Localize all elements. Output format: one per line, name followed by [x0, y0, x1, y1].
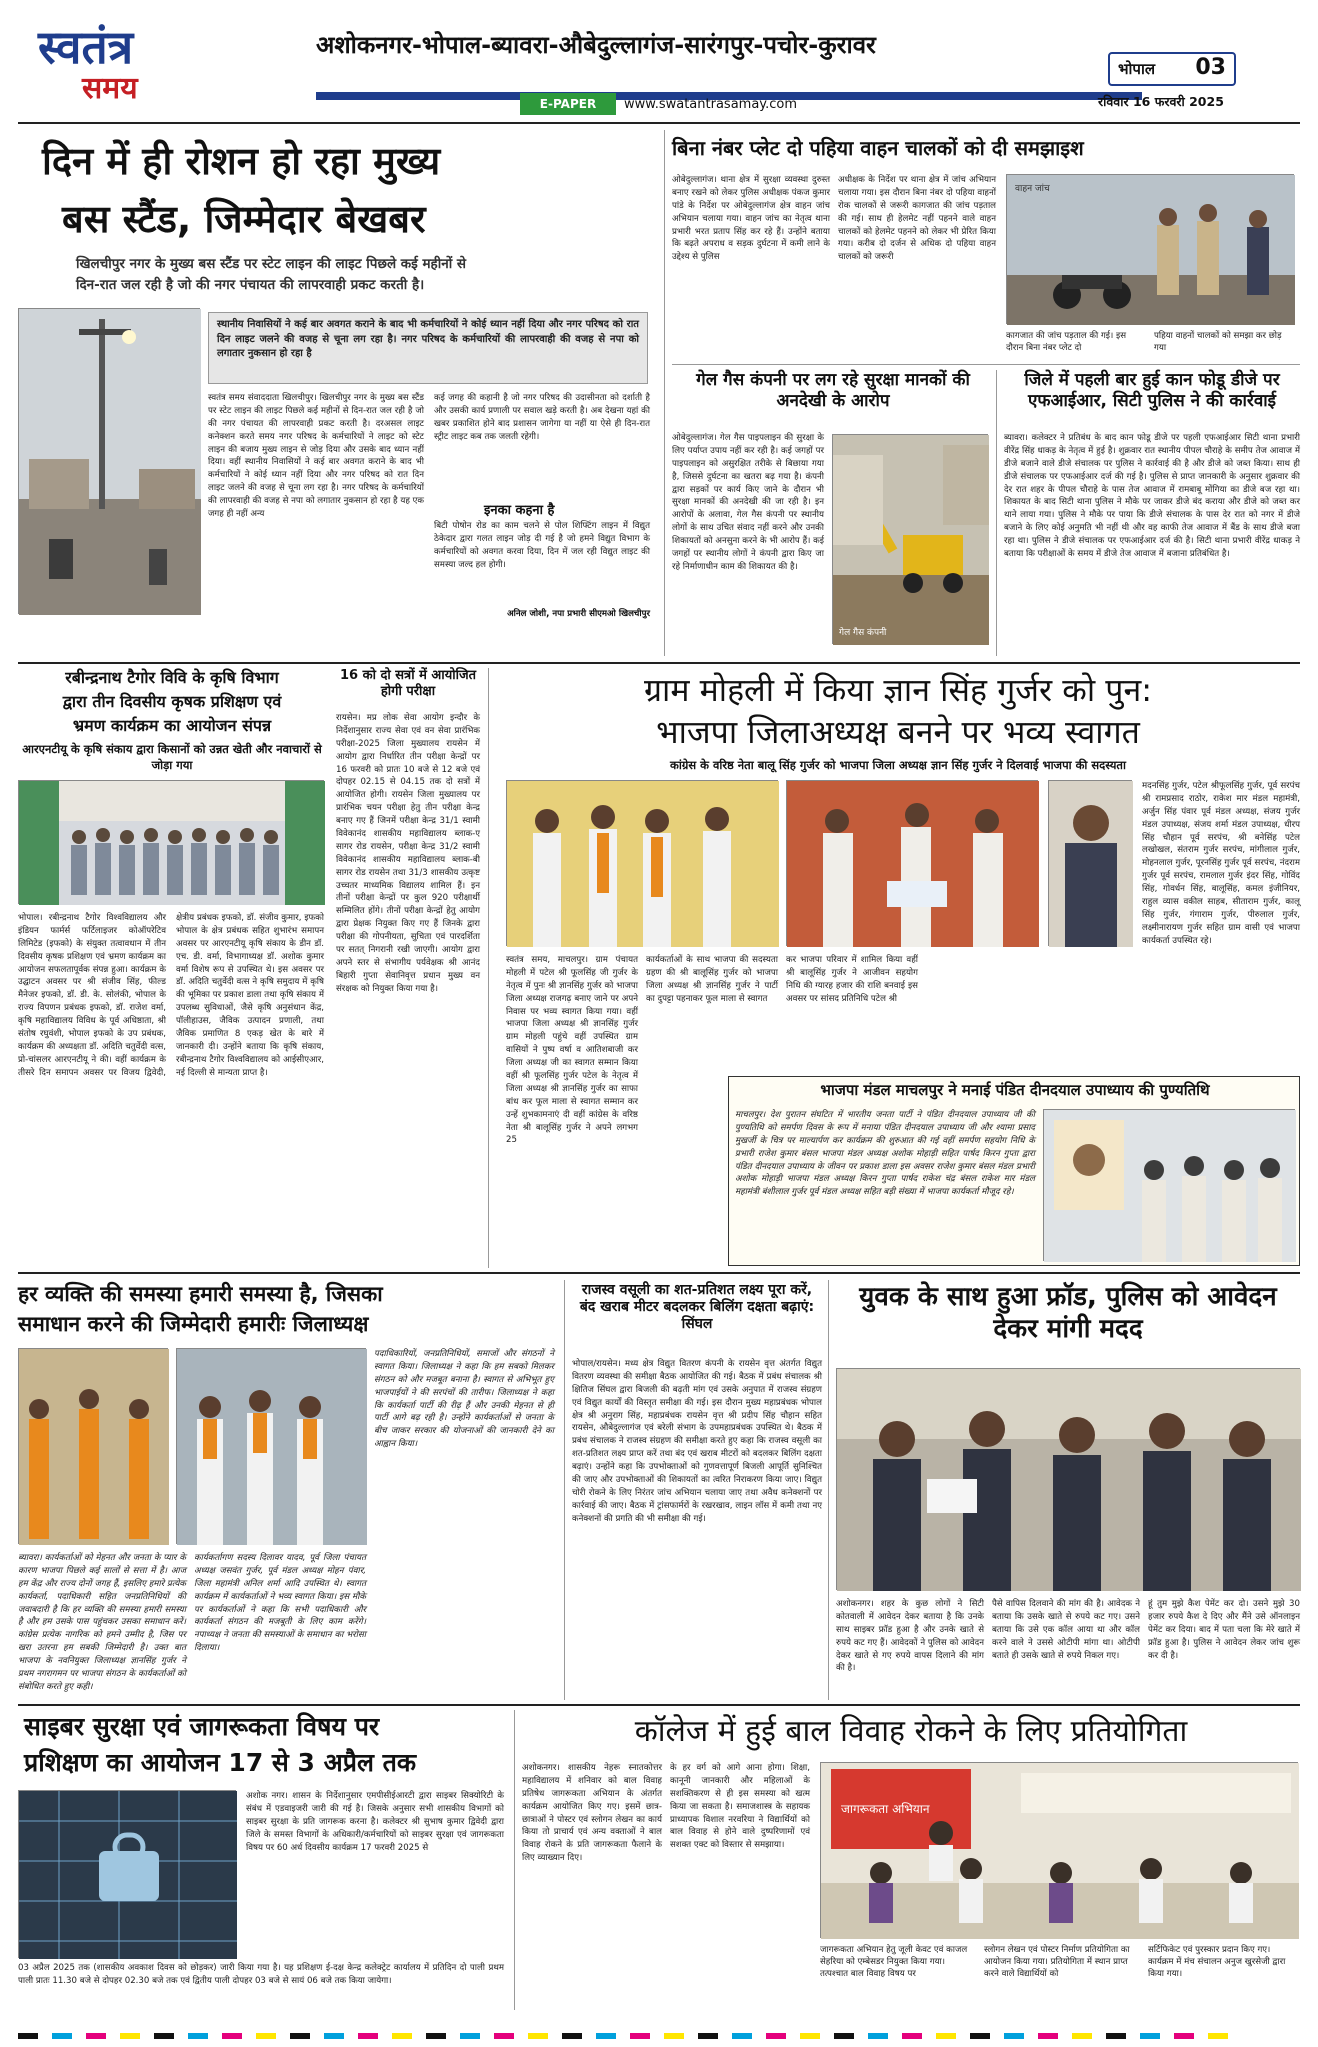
- quote-title: इनका कहना है: [484, 503, 555, 518]
- rally-svg-2: [177, 1349, 367, 1545]
- headline-line-2: प्रशिक्षण का आयोजन 17 से 3 अप्रैल तक: [24, 1748, 417, 1777]
- logo-bottom: समय: [82, 71, 138, 106]
- headline: राजस्व वसूली का शत-प्रतिशत लक्ष्य पूरा करें, बंद खराब मीटर बदलकर बिलिंग दक्षता बढ़ाएं: सिंघल: [579, 1282, 815, 1333]
- headline: गेल गैस कंपनी पर लग रहे सुरक्षा मानकों की अनदेखी के आरोप: [696, 370, 970, 411]
- website-link[interactable]: www.swatantrasamay.com: [624, 97, 798, 112]
- story4-body: ब्यावरा। कलेक्टर ने प्रतिबंध के बाद कान फोडू डीजे पर पहली एफआईआर सिटी थाना प्रभारी वीरेंद्र सिंह धाकड़ के नेतृत्व में हुई है। शुक्रवार रात स्थानीय पीपल चौराहे के समीप तेज आवाज में डीजे बजाने वाले डीजे संचालक पर पुलिस ने कार्रवाई की है और डीजे को जब्त किया। साथ ही डीजे संचालक पर एफआईआर दर्ज की गई है। पुलिस से प्राप्त जानकारी के अनुसार शुक्रवार की देर रात शहर के पीपल चौराहे के पास तेज आवाज में रामबाबू मोंगिया का डीजे बज रहा था। शिकायत के बाद सिटी थाना पुलिस ने मौके पर जाकर डीजे बंद कराया और डीजे को जब्त कर थाने लाया गया। पुलिस ने मौके पर पाया कि डीजे संचालक के पास देर रात को नगर में डीजे बजाने के लिए कोई अनुमति भी नहीं थी और वह काफी तेज आवाज में बैंड के साथ डीजे बजा रहा था। पुलिस ने डीजे संचालक पर एफआईआर दर्ज की है। सिटी थाना प्रभारी वीरेंद्र धाकड़ ने बताया कि परीक्षाओं के समय में डीजे तेज आवाज में बजाना प्रतिबंधित है।: [1004, 433, 1300, 560]
- masthead-logo: [38, 22, 213, 108]
- story12-footer: 03 अप्रैल 2025 तक (शासकीय अवकाश दिवस को छोड़कर) जारी किया गया है। यह प्रशिक्षण ई-दक्ष केन्द्र कलेक्ट्रेट कार्यालय में प्रतिदिन दो पाली प्रथम पाली प्रातः 11.30 बजे से दोपहर 02.30 बजे तक एवं द्वितीय पाली दोपहर 03 बजे से सायं 06 बजे तक किया जायेगा।: [18, 1963, 504, 1986]
- story8-body: माचलपुर। देश पुरातन संघटित में भारतीय जनता पार्टी ने पंडित दीनदयाल उपाध्याय जी की पुण्यतिथि को समर्पण दिवस के रूप में मनाया पंडित दीनदयाल उपाध्याय जी और श्यामा प्रसाद मुखर्जी के चित्र पर माल्यार्पण कर कार्यक्रम की शुरुआत की गई वहीं समर्पण सहयोग निधि के प्रभारी राजेश कुमार बंसल भाजपा मंडल अध्यक्ष अशोक मोहाड़ी सहित पार्षद किरन गुप्ता द्वारा पंडित दीनदयाल उपाध्याय के जीवन पर प्रकाश डाला इस अवसर राजेश कुमार बंसल मंडल प्रभारी अशोक मोहाड़ी भाजपा मंडल अध्यक्ष किरन गुप्ता पार्षद राकेश चंद्र बंसल राकेश मार मंडल महामंत्री बंशीलाल गुर्जर पूर्व मंडल अध्यक्ष सहित बड़ी संख्या में भाजपा कार्यकर्ता मौजूद रहे।: [735, 1110, 1035, 1198]
- classroom-svg: [821, 1763, 1299, 1939]
- headline-line-3: भ्रमण कार्यक्रम का आयोजन संपन्न: [72, 716, 272, 735]
- photo-label: गेल गैस कंपनी: [839, 628, 887, 638]
- story-number-plate: [672, 130, 1300, 362]
- highlight-text: स्थानीय निवासियों ने कई बार अवगत कराने के बाद भी कर्मचारियों ने कोई ध्यान नहीं दिया और नगर परिषद को रात दिन लाइट जलने की वजह से चूना लग रहा है। नगर परिषद के कर्मचारियों की लापरवाही की वजह से नपा को लगातार नुकसान हो रहा है: [217, 319, 639, 359]
- story-bus-stand: [18, 130, 658, 650]
- highlight-box: [208, 312, 648, 384]
- story13-caption-3: सर्टिफिकेट एवं पुरस्कार प्रदान किए गए। कार्यक्रम में मंच संचालन अनुज खुरसेजी द्वारा किया गया।: [1148, 1945, 1286, 1980]
- story13-col1: अशोकनगर। शासकीय नेहरू स्नातकोत्तर महाविद्यालय में शनिवार को बाल विवाह प्रतिषेध जागरूकता अभियान के अंतर्गत कार्यक्रम आयोजित किए गए। इसमें छात्र-छात्राओं ने पोस्टर एवं स्लोगन लेखन का कार्य किया तो प्राचार्य एवं अन्य वक्ताओं ने बाल विवाह रोकने के प्रति जागरूकता फैलाने के लिए व्याख्यान दिए।: [522, 1763, 662, 1864]
- story9-col2: कार्यकर्तागण सदस्य दिलावर यादव, पूर्व जिला पंचायत अध्यक्ष जसवंत गुर्जर, पूर्व मंडल अध्यक्ष मोहन पंवार, जिला महामंत्री अनिल शर्मा आदि उपस्थित थे। स्वागत कार्यक्रम में कार्यकर्ताओं ने भव्य स्वागत किया। इस मौके पर कार्यकर्ताओं ने कहा कि सभी पदाधिकारी और कार्यकर्ता संगठन की मजबूती के लिए काम करेंगे। नपाध्यक्ष ने जनता की समस्याओं के समाधान का भरोसा दिलाया।: [194, 1553, 366, 1654]
- story-jiladhyaksh: [18, 1280, 558, 1700]
- streetlight-photo-svg: [19, 309, 201, 615]
- story2-caption-2: पहिया वाहनों चालकों को समझा कर छोड़ गया: [1154, 331, 1282, 354]
- story1-col1: स्वतंत्र समय संवाददाता खिलचीपुर। खिलचीपुर नगर के मुख्य बस स्टैंड पर स्टेट लाइन की लाइट पिछले कई महीनों से दिन-रात जल रही है जो की नगर पंचायत की लापरवाही प्रकट करती है। दरअसल लाइट कनेक्शन करते समय नगर परिषद के कर्मचारियों ने लाइट को स्टेट लाइन की बजाय मुख्य लाइन से जोड़ दिया और उसके बाद ध्यान नहीं दिया। वहीं स्थानीय निवासियों ने कई बार अवगत कराने के बाद भी कर्मचारियों ने कोई ध्यान नहीं दिया और नगर परिषद को रात दिन लाइट जलने की वजह से चूना लग रहा है। नगर परिषद के कर्मचारियों की लापरवाही की वजह से नपा को लगातार नुकसान हो रहा है यह एक जगह ही नहीं अन्य: [208, 393, 424, 520]
- story13-caption-2: स्लोगन लेखन एवं पोस्टर निर्माण प्रतियोगिता का आयोजन किया गया। प्रतियोगिता में स्थान प्राप्त करने वाले विद्यार्थियों को: [984, 1945, 1130, 1980]
- cyber-photo: [18, 1790, 236, 1958]
- welcome-photo-2: [786, 780, 1038, 946]
- rally-photo-1: [18, 1348, 168, 1544]
- excavator-svg: [833, 435, 989, 645]
- story-psc-exam: [336, 668, 480, 1268]
- masthead-rule: [18, 122, 1300, 124]
- story7-col2: कार्यकर्ताओं के साथ भाजपा की सदस्यता ग्रहण की श्री बालूसिंह गुर्जर को भाजपा जिला अध्यक्ष श्री ज्ञानसिंह गुर्जर ने पार्टी का दुपट्टा पहनाकर फूल माला से स्वागत: [646, 955, 778, 1004]
- rally-photo-2: [176, 1348, 366, 1544]
- deck-line-2: दिन-रात जल रही है जो की नगर पंचायत की लापरवाही प्रकट करती है।: [76, 277, 425, 293]
- divider-v2: [996, 370, 997, 656]
- quote-text: बिटी पोषोन रोड का काम चलने से पोल शिफ्टिंग लाइन में विद्युत ठेकेदार द्वारा गलत लाइन जोड़ दी गई है जो हमने विद्युत विभाग के कर्मचारियों को अवगत करवा दिया, दिन में जल रही विद्युत लाइट की समस्या जल्द हल होगी।: [434, 521, 650, 570]
- registration-strip: [18, 2024, 1300, 2034]
- story7-col1: स्वतंत्र समय, माचलपुर। ग्राम पंचायत मोहली में पटेल श्री फूलसिंह जी गुर्जर के नेतृत्व में पुनः श्री ज्ञानसिंह गुर्जर को भाजपा जिला अध्यक्ष राजगढ़ बनाए जाने पर अपने निवास पर भव्य स्वागत किया गया। वहीं भाजपा जिला अध्यक्ष श्री ज्ञानसिंह गुर्जर ग्राम मोहली पहुंचे वहीं उपस्थित ग्राम वासियों ने पुष्प वर्षा व आतिशबाजी कर जिला अध्यक्ष जी का स्वागत सम्मान किया वहीं श्री फूलसिंह गुर्जर पटेल के नेतृत्व में जिला अध्यक्ष श्री ज्ञानसिंह गुर्जर का साफा बांध कर फूल माला से स्वागत सम्मान कर उन्हें शुभकामनाएं दी वहीं कांग्रेस के वरिष्ठ नेता श्री बालूसिंह गुर्जर ने अपने लगभग 25: [506, 955, 638, 1146]
- story13-col2: के हर वर्ग को आगे आना होगा। शिक्षा, कानूनी जानकारी और महिलाओं के सशक्तिकरण से ही इस समस्या को खत्म किया जा सकता है। समाजशास्त्र के सहायक प्राध्यापक विशाल नरवरिया ने विद्यार्थियों को बाल विवाह से होने वाले दुष्परिणामों एवं सशक्त एक्ट को विस्तार से समझाया।: [670, 1763, 810, 1851]
- quote-author: अनिल जोशी, नपा प्रभारी सीएमओ खिलचीपुर: [507, 609, 650, 619]
- story1-col2: कई जगह की कहानी है जो नगर परिषद की उदासीनता को दर्शाती है और उसकी कार्य प्रणाली पर सवाल खड़े करती है। अब देखना यहां की खबर प्रकाशित होने बाद प्रशासन जागेगा या नहीं या ऐसे ही दिन-रात स्ट्रीट लाइट कब तक जलती रहेगी।: [434, 393, 650, 442]
- story2-col2: अधीक्षक के निर्देश पर थाना क्षेत्र में जांच अभियान चलाया गया। इस दौरान बिना नंबर दो पहिया वाहनों रोक चालकों से जरूरी कागजात की जांच पड़ताल की गई। साथ ही हेलमेट नहीं पहनने वाले वाहन चालकों को हेलमेट पहनने को लेकर भी प्रेरित किया गया। करीब दो दर्जन से अधिक दो पहिया वाहन चालकों को जरूरी: [838, 175, 996, 263]
- complaint-svg: [837, 1369, 1301, 1591]
- story-gail-gas: [672, 370, 992, 656]
- story-deendayal: [728, 1076, 1300, 1266]
- gail-site-photo: [832, 434, 988, 644]
- headline-line-1: रबीन्द्रनाथ टैगोर विवि के कृषि विभाग: [65, 668, 279, 687]
- story11-col1: अशोकनगर। शहर के कुछ लोगों ने सिटी कोतवाली में आवेदन देकर बताया है कि उनके साथ साइबर फ्रॉड हुआ है और उनके खाते से रुपये कट गए हैं। आवेदकों ने पुलिस को आवेदन देकर खाते से गए रुपये वापस दिलाने की मांग की है।: [836, 1599, 984, 1674]
- headline-line-1: ग्राम मोहली में किया ज्ञान सिंह गुर्जर को पुन:: [644, 671, 1152, 709]
- rally-svg-1: [19, 1349, 169, 1545]
- banner-text: जागरूकता अभियान: [841, 1802, 930, 1816]
- story10-body: भोपाल/रायसेन। मध्य क्षेत्र विद्युत वितरण कंपनी के रायसेन वृत्त अंतर्गत विद्युत वितरण व्यवस्था की समीक्षा बैठक आयोजित की गई। बैठक में प्रबंध संचालक श्री क्षितिज सिंघल द्वारा बिजली की बढ़ती मांग एवं उसके अनुपात में राजस्व संग्रहण एवं विद्युत कार्यों की विस्तृत समीक्षा की गई। इस दौरान मुख्य महाप्रबंधक भोपाल क्षेत्र श्री अनुराग सिंह, महाप्रबंधक रायसेन वृत्त श्री प्रदीप सिंह चौहान सहित रायसेन, औबेदुल्लागंज एवं बरेली संभाग के उपमहाप्रबंधक उपस्थित थे। बैठक में प्रबंध संचालक ने राजस्व संग्रहण की समीक्षा करते हुए कहा कि राजस्व वसूली का शत-प्रतिशत लक्ष्य प्राप्त करें तथा बंद एवं खराब मीटरों को बदलकर बिलिंग दक्षता बढ़ाएं। उन्होंने कहा कि उपभोक्ताओं को गुणवत्तापूर्ण बिजली आपूर्ति सुनिश्चित की जाए और उपभोक्ताओं की शिकायतों का त्वरित निराकरण किया जाए। विद्युत चोरी रोकने के लिए निरंतर जांच अभियान चलाया जाए तथा अवैध कनेक्शनों पर कार्रवाई की जाए। बैठक में ट्रांसफार्मरों के रखरखाव, लाइन लॉस में कमी तथा नए कनेक्शनों की प्रगति की भी समीक्षा की गई।: [572, 1359, 822, 1524]
- story2-caption-1: कागजात की जांच पड़ताल की गई। इस दौरान बिना नंबर प्लेट दो: [1006, 331, 1127, 354]
- divider-h3: [18, 662, 1300, 664]
- epaper-label: E-PAPER: [520, 93, 616, 115]
- portrait-svg: [1049, 781, 1133, 947]
- headline: जिले में पहली बार हुई कान फोडू डीजे पर एफआईआर, सिटी पुलिस ने की कार्रवाई: [1024, 370, 1280, 411]
- masthead-cities: अशोकनगर-भोपाल-ब्यावरा-औबेदुल्लागंज-सारंगपुर-पचोर-कुरावर: [316, 31, 876, 59]
- story7-names: मदनसिंह गुर्जर, पटेल श्रीफूलसिंह गुर्जर, पूर्व सरपंच श्री रामप्रसाद राठोर, राकेश मार मंडल महामंत्री, अर्जुन सिंह पंवार पूर्व मंडल अध्यक्ष, संजय गुर्जर मंडल उपाध्यक्ष, संजय शर्मा मंडल उपाध्यक्ष, धीरप सिंह चौहान पूर्व सरपंच, श्री बनेसिंह पटेल लखोखल, संतराम गुर्जर सरपंच, मांगीलाल गुर्जर, मोहनलाल गुर्जर, पूरनसिंह गुर्जर पूर्व सरपंच, नंदराम गुर्जर पूर्व सरपंच, रामलाल गुर्जर इंदर सिंह, गोविंद सिंह, गोवर्धन सिंह, बालूसिंह, कमल इंजीनियर, राहुल व्यास वकील साहब, सीताराम गुर्जर, कालू सिंह गुर्जर, गंगाराम गुर्जर, पीरुलाल गुर्जर, लक्ष्मीनारायण गुर्जर सहित ग्राम वासी एवं भाजपा कार्यकर्ता उपस्थित रहे।: [1142, 781, 1300, 946]
- vehicle-check-photo: [1006, 174, 1294, 324]
- story-fraud: [836, 1280, 1300, 1700]
- divider-v4: [564, 1280, 565, 1700]
- date-line: रविवार 16 फरवरी 2025: [1098, 94, 1224, 109]
- story9-col1: ब्यावरा। कार्यकर्ताओं को मेहनत और जनता के प्यार के कारण भाजपा पिछले कई सालों से सत्ता में है। आज हम केंद्र और राज्य दोनों जगह हैं, इसलिए हमारे प्रत्येक कार्यकर्ता, पदाधिकारी सहित जनप्रतिनिधियों की जवाबदारी है कि हर व्यक्ति की समस्या हमारी समस्या है और हम उसके पास पहुंचकर उसका समाधान करें। कांग्रेस प्रत्येक नागरिक को हमने उम्मीद है, जिस पर खरा उतरना हम सबकी जिम्मेदारी है। उक्त बात भाजपा के नवनियुक्त जिलाध्यक्ष ज्ञानसिंह गुर्जर ने प्रथम नगरागमन पर भाजपा संगठन के कार्यकर्ताओं को संबोधित करते हुए कही।: [18, 1553, 186, 1692]
- welcome-photo-svg: [507, 781, 779, 947]
- competition-photo: [820, 1762, 1298, 1938]
- story6-body: रायसेन। मप्र लोक सेवा आयोग इन्दौर के निर्देशानुसार राज्य सेवा एवं वन सेवा प्रारंभिक परीक्षा-2025 जिला मुख्यालय रायसेन में आयोग द्वारा निर्धारित तीन परीक्षा केन्द्रों पर 16 फरवरी को प्रातः 10 बजे से 12 बजे एवं दोपहर 02.15 से 04.15 तक दो सत्रों में आयोजित होगी। रायसेन जिला मुख्यालय पर प्रारंभिक चयन परीक्षा हेतु तीन परीक्षा केन्द्र बनाए गए हैं जिनमें परीक्षा केन्द्र 31/1 स्वामी विवेकानंद शासकीय महाविद्यालय ब्लाक-ए सागर रोड रायसेन, परीक्षा केन्द्र 31/2 स्वामी विवेकानंद शासकीय महाविद्यालय ब्लाक-बी सागर रोड रायसेन तथा 31/3 शासकीय उत्कृष्ट उच्चतर माध्यमिक विद्यालय शामिल हैं। इन तीनों परीक्षा केन्द्रों पर कुल 920 परीक्षार्थी सम्मिलित होंगे। तीनों परीक्षा केन्द्रों हेतु आयोग द्वारा प्रेक्षक नियुक्त किए गए हैं जिनके द्वारा परीक्षा की गोपनीयता, सुचिता एवं पारदर्शिता पर सतत् निगरानी रखी जाएगी। आयोग द्वारा अपने स्तर से संभागीय पर्यवेक्षक श्री आनंद बिहारी गुप्ता सेवानिवृत्त प्रधान मुख्य वन संरक्षक को नियुक्त किया गया है।: [336, 713, 480, 994]
- page-number: 03: [1195, 55, 1226, 80]
- divider-v3: [488, 668, 489, 1268]
- masthead: [0, 0, 1318, 118]
- headline: युवक के साथ हुआ फ्रॉड, पुलिस को आवेदन देकर मांगी मदद: [859, 1282, 1277, 1344]
- story12-body: अशोक नगर। शासन के निर्देशानुसार एमपीसीईआरटी द्वारा साइबर सिक्योरिटी के संबंध में एडवाइजरी जारी की गई है। जिसके अनुसार सभी शासकीय विभागों को साइबर सुरक्षा के प्रति जागरूक करना है। कलेक्टर श्री सुभाष कुमार द्विवेदी द्वारा जिले के समस्त विभागों के अधिकारी/कर्मचारियों को साइबर सुरक्षा एवं जागरूकता विषय पर 60 अर्ध दिवसीय कार्यक्रम 17 फरवरी 2025 से: [246, 1791, 504, 1853]
- story3-body: ओबेदुल्लागंज। गेल गैस पाइपलाइन की सुरक्षा के लिए पर्याप्त उपाय नहीं कर रही है। कई जगहों पर पाइपलाइन को असुरक्षित तरीके से बिछाया गया है, जिससे दुर्घटना का खतरा बढ़ गया है। कंपनी द्वारा सड़कों पर कार्य किए जाने के दौरान भी सुरक्षा मानकों की अनदेखी की जा रही है। इन आरोपों के अलावा, गेल गैस कंपनी पर स्थानीय लोगों के साथ उचित संवाद नहीं करने और उनकी शिकायतों को अनसुना करने के भी आरोप हैं। कई जगहों पर स्थानीय लोगों ने कंपनी द्वारा किए जा रहे निर्माणाधीन काम की शिकायत की है।: [672, 433, 824, 572]
- welcome-photo-1: [506, 780, 778, 946]
- story9-col3-italic: पदाधिकारियों, जनप्रतिनिधियों, समाजों और संगठनों ने स्वागत किया। जिलाध्यक्ष ने कहा कि हम सबको मिलकर संगठन को और मजबूत बनाना है। स्वागत से अभिभूत हुए भाजपाईयों ने की सरपंचों की तारीफ। जिलाध्यक्ष ने कहा कि कार्यकर्ता पार्टी की रीढ़ हैं और उनकी मेहनत से ही पार्टी आगे बढ़ रही है। उन्होंने कार्यकर्ताओं से जनता के बीच जाकर सरकार की योजनाओं की जानकारी देने का आह्वान किया।: [374, 1349, 554, 1450]
- story11-col2: पैसे वापिस दिलवाने की मांग की है। आवेदक ने बताया कि उसके खाते से रुपये कट गए। उसने बताया कि उसे एक कॉल आया था और कॉल करने वाले ने उससे ओटीपी मांगा था। ओटीपी बताते ही उसके खाते से रुपये निकल गए।: [992, 1599, 1140, 1661]
- headline: 16 को दो सत्रों में आयोजित होगी परीक्षा: [339, 668, 477, 699]
- story5-body: भोपाल। रबीन्द्रनाथ टैगोर विश्वविद्यालय और इंडियन फार्मर्स फर्टिलाइजर कोऑपरेटिव लिमिटेड (इफको) के संयुक्त तत्वावधान में तीन दिवसीय कृषक प्रशिक्षण एवं भ्रमण कार्यक्रम का आयोजन सफलतापूर्वक संपन्न हुआ। कार्यक्रम के उद्घाटन अवसर पर श्री संजीव सिंह, फील्ड मैनेजर इफको, डॉ. डी. के. सोलंकी, भोपाल के राज्य विपणन प्रबंधक इफको, डॉ. राजेश वर्मा, कृषि महाविद्यालय विविध के पूर्व अधिष्ठाता, श्री संतोष रघुवंशी, भोपाल इफको के उप प्रबंधक, कार्यक्रम की अध्यक्षता डॉ. अदिति चतुर्वेदी वत्स, प्रो-चांसलर आरएनटीयू ने की। वहीं कार्यक्रम के तीसरे दिन समापन अवसर पर विजय द्विवेदी, क्षेत्रीय प्रबंधक इफको, डॉ. संजीव कुमार, इफको भोपाल के क्षेत्र प्रबंधक सहित शुभारंभ समापन अवसर पर आरएनटीयू कृषि संकाय के डीन डॉ. एच. डी. वर्मा, विभागाध्यक्ष डॉ. अशोक कुमार वर्मा विशेष रूप से उपस्थित थे। इस अवसर पर डॉ. अदिति चतुर्वेदी वत्स ने कृषि समुदाय में कृषि की भूमिका पर प्रकाश डाला तथा कृषि संकाय में उपलब्ध सुविधाओं, जैसे कृषि अनुसंधान केंद्र, पॉलीहाउस, जैविक उत्पादन प्रणाली, तथा जैविक प्रमाणित 8 एकड़ खेत के बारे में जानकारी दी। उन्होंने बताया कि कृषि संकाय, रबीन्द्रनाथ टैगोर विश्वविद्यालय को आईसीएआर, नई दिल्ली से मान्यता प्राप्त है।: [18, 913, 324, 1078]
- divider-h4: [18, 1272, 1300, 1274]
- vehicle-check-svg: [1007, 175, 1295, 325]
- deck: आरएनटीयू के कृषि संकाय द्वारा किसानों को उन्नत खेती और नवाचारों से जोड़ा गया: [22, 742, 322, 772]
- deck-line-1: खिलचीपुर नगर के मुख्य बस स्टैंड पर स्टेट लाइन की लाइट पिछले कई महीनों से: [76, 256, 467, 272]
- story-rntu-krishi: [18, 668, 326, 1268]
- story13-caption-1: जागरूकता अभियान हेतु जूली केवट एवं काजल सेहरिया को एम्बेसडर नियुक्त किया गया। तत्पश्चात बाल विवाह विषय पर: [820, 1945, 968, 1980]
- story7-continued: [506, 1076, 720, 1266]
- story11-col3: हूं तुम मुझे कैश पेमेंट कर दो। उसने मुझे 30 हजार रुपये कैश दे दिए और मैंने उसे ऑनलाइन पेमेंट कर दिया। बाद में पता चला कि मेरे खाते में फ्रॉड हुआ है। पुलिस ने आवेदन लेकर जांच शुरू कर दी है।: [1148, 1599, 1300, 1661]
- edition-box: [1108, 52, 1236, 86]
- dupatta-photo-svg: [787, 781, 1039, 947]
- fraud-photo: [836, 1368, 1300, 1590]
- story-child-marriage: [522, 1710, 1300, 2010]
- story2-col1: ओबेदुल्लागंज। थाना क्षेत्र में सुरक्षा व्यवस्था दुरुस्त बनाए रखने को लेकर पुलिस अधीक्षक पंकज कुमार पांडे के निर्देश पर ओबेदुल्लागंज क्षेत्र वाहन जांच अभियान चलाया गया। वाहन जांच का नेतृत्व थाना प्रभारी भरत प्रताप सिंह कर रहे हैं। उन्होंने बताया कि बढ़ते अपराध व सड़क दुर्घटना में कमी लाने के उद्देश्य से पुलिस: [672, 175, 830, 263]
- group-photo-svg: [19, 781, 325, 905]
- headline-line-1: साइबर सुरक्षा एवं जागरूकता विषय पर: [24, 1712, 380, 1741]
- logo-top: स्वतंत्र: [38, 20, 134, 74]
- photo-label: वाहन जांच: [1015, 184, 1050, 194]
- headline: भाजपा मंडल माचलपुर ने मनाई पंडित दीनदयाल उपाध्याय की पुण्यतिथि: [820, 1081, 1210, 1099]
- edition-label: भोपाल: [1118, 60, 1156, 78]
- training-photo: [18, 780, 324, 904]
- story-dj-fir: [1004, 370, 1300, 656]
- story-revenue: [572, 1280, 822, 1700]
- bus-stand-photo: [18, 308, 200, 614]
- headline: बिना नंबर प्लेट दो पहिया वाहन चालकों को दी समझाइश: [672, 136, 1084, 160]
- deendayal-photo: [1043, 1109, 1295, 1261]
- headline-line-2: द्वारा तीन दिवसीय कृषक प्रशिक्षण एवं: [62, 692, 282, 711]
- story7-col3: कर भाजपा परिवार में शामिल किया वहीं श्री बालूसिंह गुर्जर ने आजीवन सहयोग निधि की ग्यारह हजार की राशि बनवाई इस अवसर पर सांसद प्रतिनिधि पटेल श्री: [786, 955, 918, 1004]
- tribute-svg: [1044, 1110, 1296, 1262]
- divider-h2: [672, 364, 1300, 365]
- headline-line-1: दिन में ही रोशन हो रहा मुख्य: [42, 139, 441, 183]
- welcome-photo-3: [1048, 780, 1132, 946]
- divider-v5: [828, 1280, 829, 1700]
- divider-v6: [514, 1710, 515, 2010]
- divider-h5: [18, 1704, 1300, 1706]
- headline-line-2: भाजपा जिलाअध्यक्ष बनने पर भव्य स्वागत: [656, 713, 1140, 751]
- headline-line-2: समाधान करने की जिम्मेदारी हमारीः जिलाध्यक्ष: [18, 1312, 369, 1336]
- headline: कॉलेज में हुई बाल विवाह रोकने के लिए प्रतियोगिता: [634, 1714, 1188, 1749]
- cyber-security-svg: [19, 1791, 237, 1959]
- divider-v1: [664, 130, 665, 656]
- story-cyber: [18, 1710, 508, 2010]
- deck: कांग्रेस के वरिष्ठ नेता बालू सिंह गुर्जर को भाजपा जिला अध्यक्ष ज्ञान सिंह गुर्जर ने दिलवाई भाजपा की सदस्यता: [670, 758, 1126, 772]
- headline-line-2: बस स्टैंड, जिम्मेदार बेखबर: [62, 197, 426, 241]
- headline-line-1: हर व्यक्ति की समस्या हमारी समस्या है, जिसका: [18, 1282, 383, 1306]
